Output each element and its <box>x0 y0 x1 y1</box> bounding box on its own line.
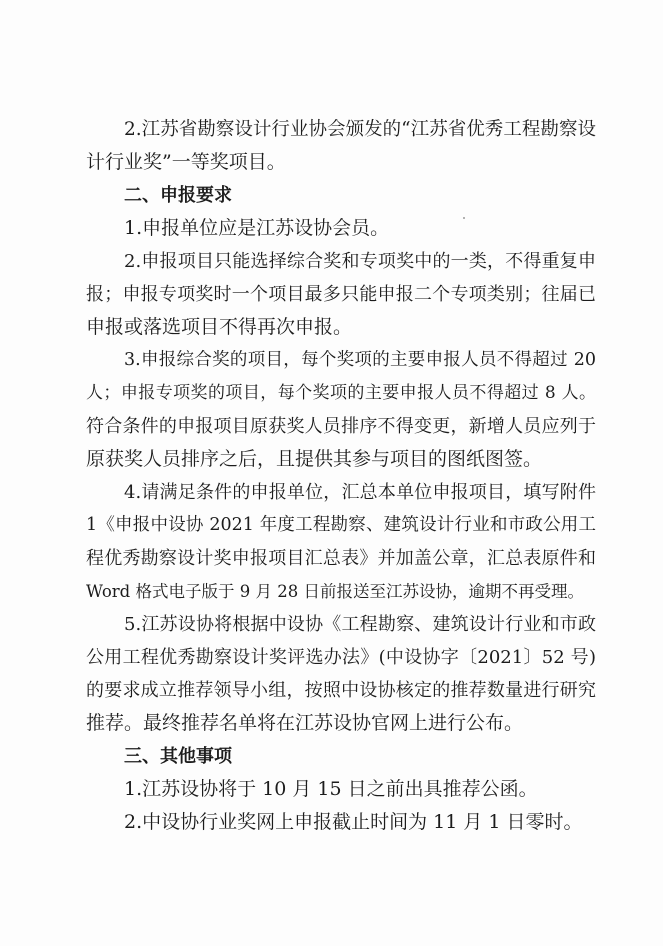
paragraph-award-item-2 <box>86 113 596 179</box>
text-line: 4.请满足条件的申报单位，汇总本单位申报项目，填写附件 <box>124 482 596 503</box>
text-line: 报；申报专项奖时一个项目最多只能申报二个专项类别；往届已 <box>86 284 596 305</box>
text-line: 3.申报综合奖的项目，每个奖项的主要申报人员不得超过 20 <box>124 350 596 370</box>
paragraph-requirement-5 <box>86 608 596 740</box>
paragraph-other-2 <box>86 806 596 839</box>
text-line: 的要求成立推荐领导小组，按照中设协核定的推荐数量进行研究 <box>86 680 596 701</box>
text-line: 人；申报专项奖的项目，每个奖项的主要申报人员不得超过 8 人。 <box>86 383 596 403</box>
paragraph-requirement-3 <box>86 344 596 476</box>
text-line: 计行业奖”一等奖项目。 <box>86 151 286 173</box>
paragraph-requirement-1 <box>86 212 596 245</box>
document-body <box>86 113 596 839</box>
text-line: 原获奖人员排序之后，且提供其参与项目的图纸图签。 <box>86 448 543 470</box>
paragraph-requirement-4 <box>86 476 596 608</box>
paragraph-requirement-2 <box>86 245 596 344</box>
text-line: 1.申报单位应是江苏设协会员。 <box>124 217 390 239</box>
text-line: 申报或落选项目不得再次申报。 <box>86 316 353 338</box>
text-line: 5.江苏设协将根据中设协《工程勘察、建筑设计行业和市政 <box>124 614 596 635</box>
text-line: 推荐。最终推荐名单将在江苏设协官网上进行公布。 <box>86 712 524 734</box>
text-line: 符合条件的申报项目原获奖人员排序不得变更，新增人员应列于 <box>86 416 596 437</box>
text-line: 程优秀勘察设计奖申报项目汇总表》并加盖公章，汇总表原件和 <box>86 548 596 569</box>
section-heading-other-matters: 三、其他事项 <box>124 746 232 767</box>
text-line: 2.申报项目只能选择综合奖和专项奖中的一类，不得重复申 <box>124 251 596 272</box>
text-line: 2.江苏省勘察设计行业协会颁发的“江苏省优秀工程勘察设 <box>124 119 596 140</box>
paragraph-other-1 <box>86 773 596 806</box>
text-line: 2.中设协行业奖网上申报截止时间为 11 月 1 日零时。 <box>124 811 583 833</box>
section-heading-requirements: 二、申报要求 <box>124 185 232 206</box>
text-line: 1《申报中设协 2021 年度工程勘察、建筑设计行业和市政公用工 <box>86 515 596 535</box>
text-line: Word 格式电子版于 9 月 28 日前报送至江苏设协，逾期不再受理。 <box>86 582 584 601</box>
text-line: 公用工程优秀勘察设计奖评选办法》(中设协字〔2021〕52 号) <box>86 647 596 668</box>
text-line: 1.江苏设协将于 10 月 15 日之前出具推荐公函。 <box>124 778 538 800</box>
